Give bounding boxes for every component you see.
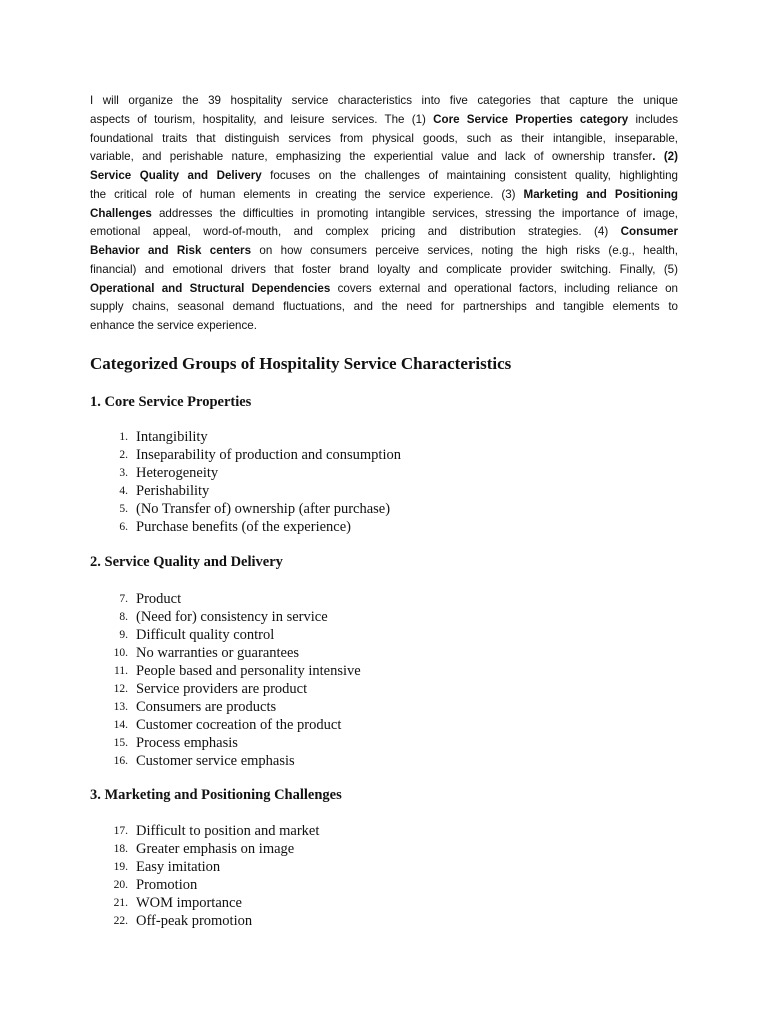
bold-text: Marketing and Positioning [523,187,678,201]
intro-paragraph [90,92,678,336]
bold-text: Service Quality and Delivery [90,169,262,182]
paragraph-line [90,298,678,317]
list-item [90,518,401,536]
bold-text: . (2) [652,150,678,164]
list-number: 8. [119,611,128,623]
list-item [90,698,361,716]
list-number: 17. [113,825,128,837]
list-item-text: Purchase benefits (of the experience) [136,519,351,535]
list-number: 14. [113,719,128,731]
paragraph-line [90,92,678,111]
list-item-text: (Need for) consistency in service [136,609,328,625]
list-item [90,590,361,608]
list-item [90,752,361,770]
list-item [90,644,361,662]
paragraph-line [90,317,678,336]
paragraph-line [90,280,678,299]
list-number: 10. [113,647,128,659]
text-run: financial) and emotional drivers that foster brand loyalty and complicate provider switching. Finally, (5) [90,262,678,276]
list-item-text: Promotion [136,877,198,893]
document-heading: Categorized Groups of Hospitality Service Characteristics [90,354,512,373]
paragraph-line [90,111,678,130]
list-number: 9. [119,629,128,641]
list-item-text: People based and personality intensive [136,663,361,679]
list-number: 18. [113,843,128,855]
list-item [90,680,361,698]
list-item-text: Difficult quality control [136,627,275,643]
list-number: 2. [119,449,128,461]
list-item-text: Perishability [136,483,210,499]
list-item-text: Consumers are products [136,699,277,715]
list-item-text: Difficult to position and market [136,823,320,839]
list-item [90,734,361,752]
list-item-text: Customer cocreation of the product [136,717,342,733]
text-run: on how consumers perceive services, noting the high risks (e.g., health, [251,244,678,257]
list-item-text: Process emphasis [136,735,238,751]
paragraph-line [90,167,678,186]
list-item [90,626,361,644]
paragraph-line [90,261,678,280]
bold-text: Consumer [620,225,678,239]
text-run: aspects of tourism, hospitality, and leisure services. The (1) [90,112,434,126]
list-number: 16. [113,755,128,767]
list-number: 12. [113,683,128,695]
text-run: I will organize the 39 hospitality service characteristics into five categories that capture the unique [90,94,678,107]
text-run: addresses the difficulties in promoting intangible services, stressing the importance of image, [151,206,678,220]
list-item-text: Intangibility [136,429,208,445]
text-run: foundational traits that distinguish services from physical goods, such as their intangible, inseparable, [90,131,678,145]
list-number: 21. [113,897,128,909]
paragraph-line [90,242,678,261]
bold-text: Operational and Structural Dependencies [90,281,331,295]
list-item [90,428,401,446]
list-item-text: Service providers are product [136,681,308,697]
bold-text: Core Service Properties category [433,112,629,126]
paragraph-line [90,130,678,149]
paragraph-line [90,148,678,167]
list-item [90,464,401,482]
list-item-text: WOM importance [136,895,242,911]
list-item-text: Inseparability of production and consumption [136,447,401,463]
list-item-text: Greater emphasis on image [136,841,295,857]
section-heading: 3. Marketing and Positioning Challenges [90,787,342,803]
list-item-text: Product [136,591,182,607]
bold-text: Behavior and Risk centers [90,244,252,257]
text-run: includes [628,112,678,126]
paragraph-line [90,223,678,242]
paragraph-line [90,205,678,224]
text-run: focuses on the challenges of maintaining consistent quality, highlighting [261,169,679,182]
list-item [90,876,319,894]
text-run: emotional appeal, word-of-mouth, and complex pricing and distribution strategies. (4) [90,225,621,239]
section-list [90,428,401,536]
section-list [90,590,361,770]
list-number: 11. [114,665,128,677]
list-number: 22. [113,915,128,927]
list-number: 3. [119,467,128,479]
list-item [90,840,319,858]
list-number: 7. [119,593,128,605]
text-run: the critical role of human elements in creating the service experience. (3) [90,187,524,201]
text-run: covers external and operational factors, including reliance on [330,281,678,295]
section-list [90,822,319,930]
bold-text: Challenges [90,206,152,220]
list-item-text: Customer service emphasis [136,753,295,769]
list-number: 6. [119,521,128,533]
text-run: variable, and perishable nature, emphasizing the experiential value and lack of ownership transfer [90,150,653,164]
list-item-text: (No Transfer of) ownership (after purchase) [136,501,391,517]
list-item [90,482,401,500]
list-item-text: Easy imitation [136,859,221,875]
list-number: 4. [119,485,128,497]
list-item [90,716,361,734]
text-run: enhance the service experience. [90,319,257,332]
list-item [90,894,319,912]
section-heading: 1. Core Service Properties [90,394,252,410]
list-item [90,500,401,518]
list-number: 15. [113,737,128,749]
paragraph-line [90,186,678,205]
section-heading: 2. Service Quality and Delivery [90,554,283,570]
list-item [90,446,401,464]
list-item [90,662,361,680]
list-item-text: Off-peak promotion [136,913,253,929]
list-item [90,822,319,840]
list-number: 13. [113,701,128,713]
list-item [90,912,319,930]
list-number: 5. [119,503,128,515]
list-number: 19. [113,861,128,873]
text-run: supply chains, seasonal demand fluctuations, and the need for partnerships and tangible elements to [90,300,678,314]
list-item [90,608,361,626]
list-item-text: No warranties or guarantees [136,645,300,661]
list-number: 20. [113,879,128,891]
list-number: 1. [119,431,128,443]
list-item-text: Heterogeneity [136,465,219,481]
list-item [90,858,319,876]
